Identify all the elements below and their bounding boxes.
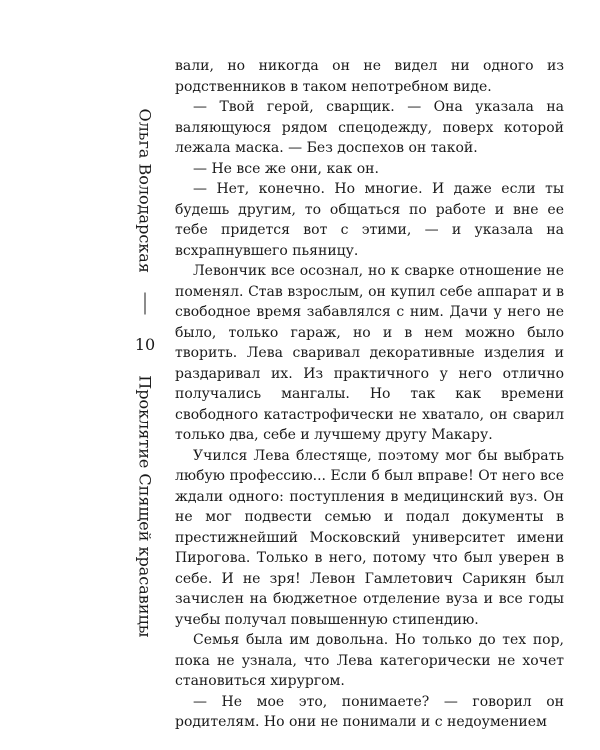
running-head-author: Ольга Володарская xyxy=(135,108,155,273)
paragraph: — Не все же они, как он. xyxy=(193,160,379,177)
running-head-divider xyxy=(145,293,146,315)
page-number: 10 xyxy=(134,335,156,355)
running-head xyxy=(136,108,155,637)
paragraph: Левончик все осознал, но к сварке отношение не поменял. Став взрослым, он купил себе аппарат и в свободное время забавлялся с ним. Дачи у него не было, только гараж, но и в нем можно было творить. Лева сваривал декоративные изделия и раздаривал их. Из практичного у него отлично получались мангалы. Но так как времени свободного катастрофически не хватало, он сварил только два, себе и лучшему другу Макару. xyxy=(175,263,564,443)
running-head-book-title: Проклятие Спящей красавицы xyxy=(135,375,155,638)
paragraph: Семья была им довольна. Но только до тех пор, пока не узнала, что Лева категорически не хочет становиться хирургом. xyxy=(175,632,564,689)
page-body xyxy=(175,56,564,733)
paragraph: Учился Лева блестяще, поэтому мог бы выбрать любую профессию... Если б был вправе! От него все ждали одного: поступления в медицинский вуз. Он не мог подвести семью и подал документы в престижнейший Московский университет имени Пирогова. Только в него, потому что был уверен в себе. И не зря! Левон Гамлетович Сарикян был зачислен на бюджетное отделение вуза и все годы учебы получал повышенную стипендию. xyxy=(175,447,564,628)
paragraph: — Не мое это, понимаете? — говорил он родителям. Но они не понимали и с недоумением xyxy=(175,693,564,730)
paragraph: вали, но никогда он не видел ни одного из родственников в таком непотребном виде. xyxy=(175,58,564,95)
paragraph: — Нет, конечно. Но многие. И даже если ты будешь другим, то общаться по работе и вне ее тебе придется вот с этими, — и указала на всхрапнувшего пьяницу. xyxy=(175,181,564,259)
paragraph: — Твой герой, сварщик. — Она указала на валяющуюся рядом спецодежду, поверх которой лежала маска. — Без доспехов он такой. xyxy=(175,99,564,156)
